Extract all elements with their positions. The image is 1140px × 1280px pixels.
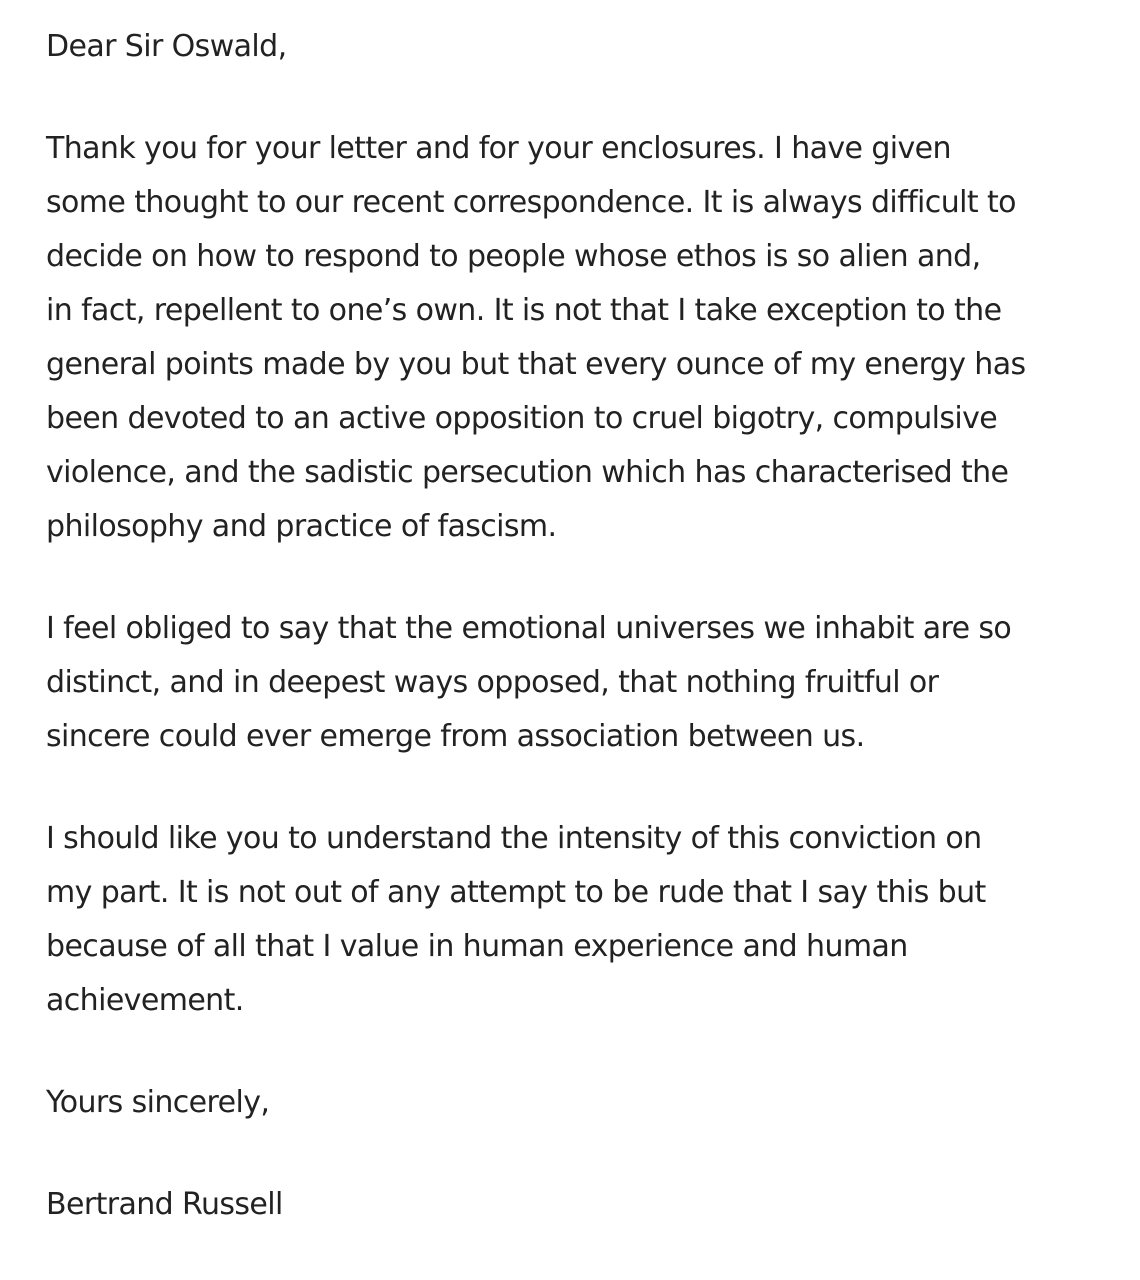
paragraph-line: my part. It is not out of any attempt to be rude that I say this but xyxy=(46,875,986,910)
paragraph-line: Thank you for your letter and for your enclosures. I have given xyxy=(46,131,951,166)
paragraph-line: philosophy and practice of fascism. xyxy=(46,509,557,544)
paragraph-line: achievement. xyxy=(46,983,244,1018)
salutation xyxy=(46,20,1106,74)
paragraph-line: violence, and the sadistic persecution which has characterised the xyxy=(46,455,1009,490)
paragraph-line: because of all that I value in human experience and human xyxy=(46,929,908,964)
paragraph-1 xyxy=(46,122,1106,554)
paragraph-line: distinct, and in deepest ways opposed, that nothing fruitful or xyxy=(46,665,939,700)
paragraph-line: some thought to our recent correspondence. It is always difficult to xyxy=(46,185,1016,220)
paragraph-line: I should like you to understand the intensity of this conviction on xyxy=(46,821,982,856)
paragraph-line: in fact, repellent to one’s own. It is not that I take exception to the xyxy=(46,293,1002,328)
paragraph-line: sincere could ever emerge from association between us. xyxy=(46,719,865,754)
paragraph-line: I feel obliged to say that the emotional universes we inhabit are so xyxy=(46,611,1012,646)
closing xyxy=(46,1076,1106,1130)
letter-body xyxy=(46,20,1106,1280)
paragraph-2 xyxy=(46,602,1106,764)
signature-line: Bertrand Russell xyxy=(46,1187,283,1222)
paragraph-3 xyxy=(46,812,1106,1028)
paragraph-line: been devoted to an active opposition to cruel bigotry, compulsive xyxy=(46,401,998,436)
salutation-line: Dear Sir Oswald, xyxy=(46,29,287,64)
closing-line: Yours sincerely, xyxy=(46,1085,270,1120)
paragraph-line: general points made by you but that every ounce of my energy has xyxy=(46,347,1026,382)
signature xyxy=(46,1178,1106,1232)
paragraph-line: decide on how to respond to people whose ethos is so alien and, xyxy=(46,239,981,274)
